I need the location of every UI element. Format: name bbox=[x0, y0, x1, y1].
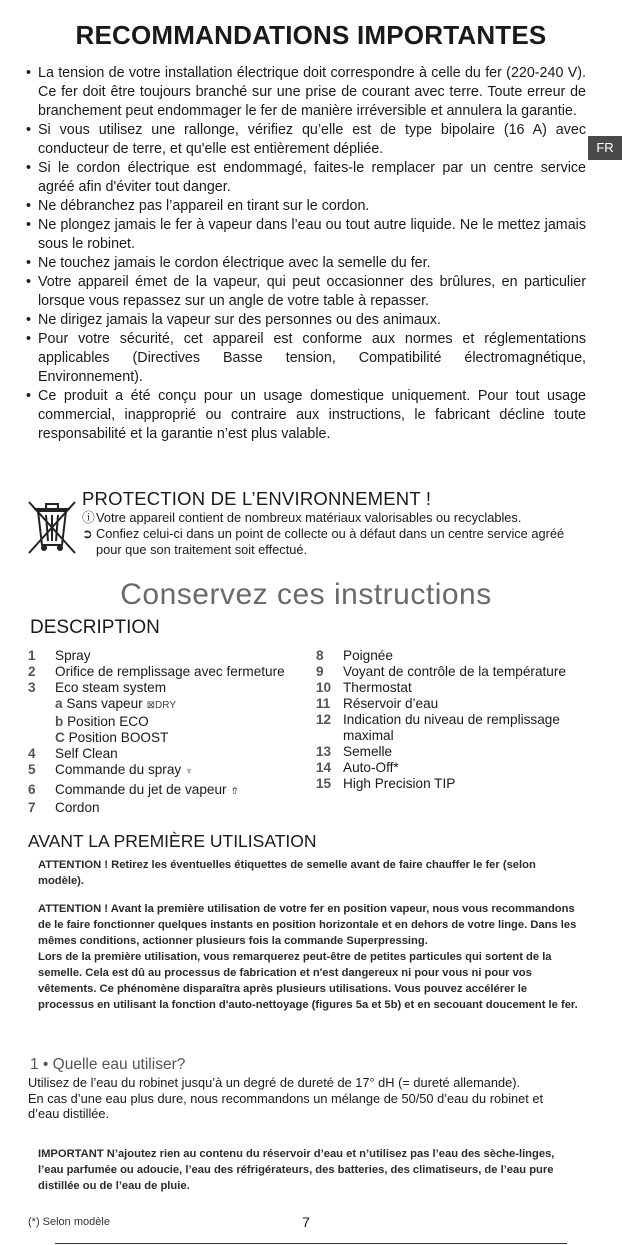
description-item: 2 Orifice de remplissage avec fermeture bbox=[28, 664, 285, 679]
water-question-title: 1 • Quelle eau utiliser? bbox=[30, 1056, 186, 1073]
language-tab: FR bbox=[588, 136, 622, 160]
warning-item: • Ne touchez jamais le cordon électrique avec la semelle du fer. bbox=[26, 255, 431, 271]
description-item: 7 Cordon bbox=[28, 800, 100, 815]
info-icon: ⓘ bbox=[82, 510, 95, 525]
warning-item: • Ce produit a été conçu pour un usage domestique uniquement. Pour tout usage commercial, inapproprié ou contraire aux instructions, le fabricant décline toute responsabilité et la garantie n’est plus valable. bbox=[26, 388, 586, 442]
steam-jet-icon: ⇮ bbox=[230, 786, 239, 797]
warnings-list bbox=[26, 64, 586, 444]
description-item: 10 Thermostat bbox=[316, 680, 412, 695]
keep-instructions-heading: Conservez ces instructions bbox=[120, 578, 492, 611]
description-item: 5 Commande du spray ♆ bbox=[28, 762, 308, 780]
description-item: 14 Auto-Off* bbox=[316, 760, 399, 775]
warning-item: • Votre appareil émet de la vapeur, qui peut occasionner des brûlures, en particulier lorsque vous repassez sur un angle de votre table à repasser. bbox=[26, 274, 586, 309]
crossed-bin-icon bbox=[26, 497, 78, 559]
description-item: 1 Spray bbox=[28, 648, 91, 663]
footnote: (*) Selon modèle bbox=[28, 1216, 110, 1228]
water-paragraphs: Utilisez de l’eau du robinet jusqu’à un degré de dureté de 17° dH (= dureté allemande). En cas d’une eau plus dure, nous recommandons un mélange de 50/50 d’eau du robinet et d’eau distillée. bbox=[28, 1075, 544, 1121]
bullet: • bbox=[26, 255, 32, 271]
description-item: 15 High Precision TIP bbox=[316, 776, 456, 791]
bullet: • bbox=[26, 198, 32, 214]
description-item: 3 Eco steam system a Sans vapeur ⊠DRY b Position ECO C Position BOOST bbox=[28, 680, 176, 745]
warning-item: • Ne dirigez jamais la vapeur sur des personnes ou des animaux. bbox=[26, 312, 441, 328]
bottom-divider bbox=[55, 1243, 567, 1244]
bullet: • bbox=[26, 160, 32, 176]
bullet: • bbox=[26, 312, 32, 328]
spray-icon: ♆ bbox=[185, 766, 193, 777]
warning-item: • Ne plongez jamais le fer à vapeur dans l’eau ou tout autre liquide. Ne le mettez jamais sous le robinet. bbox=[26, 217, 586, 252]
page-number: 7 bbox=[302, 1214, 310, 1230]
arrow-icon: ➲ bbox=[82, 526, 93, 541]
warning-item: • Ne débranchez pas l’appareil en tirant sur le cordon. bbox=[26, 198, 370, 214]
environment-text bbox=[82, 510, 588, 558]
warning-item: • Pour votre sécurité, cet appareil est conforme aux normes et réglementations applicables (Directives Basse tension, Compatibilité électromagnétique, Environnement). bbox=[26, 331, 586, 385]
attention-label-note: ATTENTION ! Retirez les éventuelles étiquettes de semelle avant de faire chauffer le fer (selon modèle). bbox=[38, 859, 536, 887]
first-use-title: AVANT LA PREMIÈRE UTILISATION bbox=[28, 831, 317, 851]
description-title: DESCRIPTION bbox=[30, 617, 160, 638]
bullet: • bbox=[26, 331, 32, 347]
bullet: • bbox=[26, 65, 32, 81]
description-item: 6 Commande du jet de vapeur ⇮ bbox=[28, 782, 308, 800]
description-left-column bbox=[28, 648, 308, 816]
attention-steam-note: ATTENTION ! Avant la première utilisation de votre fer en position vapeur, nous vous recommandons de le faire fonctionner quelques instants en position horizontale et en dehors de votre linge. Dans les mêmes conditions, actionner plusieurs fois la commande Superpressing. Lors de la première utilisation, vous remarquerez peut-être de petites particules qui sortent de la semelle. Cela est dû au processus de fabrication et n'est dangereux ni pour vous ni pour vos vêtements. Ce phénomène disparaîtra après plusieurs utilisations. Vous pouvez accélérer le processus en utilisant la fonction d'auto-nettoyage (figures 5a et 5b) et en secouant doucement le fer. bbox=[38, 903, 578, 1011]
warning-item: • Si le cordon électrique est endommagé, faites-le remplacer par un centre service agréé afin d'éviter tout danger. bbox=[26, 160, 586, 195]
description-right-column bbox=[316, 648, 596, 792]
description-item: 13 Semelle bbox=[316, 744, 393, 759]
environment-line: ➲ Confiez celui-ci dans un point de collecte ou à défaut dans un centre service agréé pour que son traitement soit effectué. bbox=[82, 526, 565, 557]
sub-item: b Position ECO bbox=[55, 714, 149, 729]
description-item: 11 Réservoir d’eau bbox=[316, 696, 439, 711]
warning-item: • Si vous utilisez une rallonge, vérifiez qu’elle est de type bipolaire (16 A) avec conducteur de terre, et qu'elle est entièrement dépliée. bbox=[26, 122, 586, 157]
page-title: RECOMMANDATIONS IMPORTANTES bbox=[75, 20, 547, 50]
description-item: 4 Self Clean bbox=[28, 746, 118, 761]
description-item: 8 Poignée bbox=[316, 648, 393, 663]
bullet: • bbox=[26, 217, 32, 233]
dry-icon: ⊠DRY bbox=[146, 700, 176, 711]
sub-item: C Position BOOST bbox=[55, 730, 169, 745]
description-item: 9 Voyant de contrôle de la température bbox=[316, 664, 566, 679]
warning-item: • La tension de votre installation électrique doit correspondre à celle du fer (220-240 V). Ce fer doit être toujours branché sur une prise de courant avec terre. Toute erreur de branchement peut endommager le fer de manière irréversible et annulera la garantie. bbox=[26, 65, 586, 119]
description-item: 12 Indication du niveau de remplissage maximal bbox=[316, 712, 560, 743]
environment-title: PROTECTION DE L’ENVIRONNEMENT ! bbox=[82, 488, 432, 509]
bullet: • bbox=[26, 388, 32, 404]
sub-item: a Sans vapeur ⊠DRY bbox=[55, 696, 176, 711]
important-water-note: IMPORTANT N’ajoutez rien au contenu du réservoir d’eau et n’utilisez pas l’eau des sèche-linges, l’eau parfumée ou adoucie, l’eau des réfrigérateurs, des batteries, des climatiseurs, de l’eau pure distillée ou de l’eau de pluie. bbox=[38, 1148, 555, 1192]
environment-line: ⓘ Votre appareil contient de nombreux matériaux valorisables ou recyclables. bbox=[82, 510, 522, 525]
bullet: • bbox=[26, 122, 32, 138]
bullet: • bbox=[26, 274, 32, 290]
